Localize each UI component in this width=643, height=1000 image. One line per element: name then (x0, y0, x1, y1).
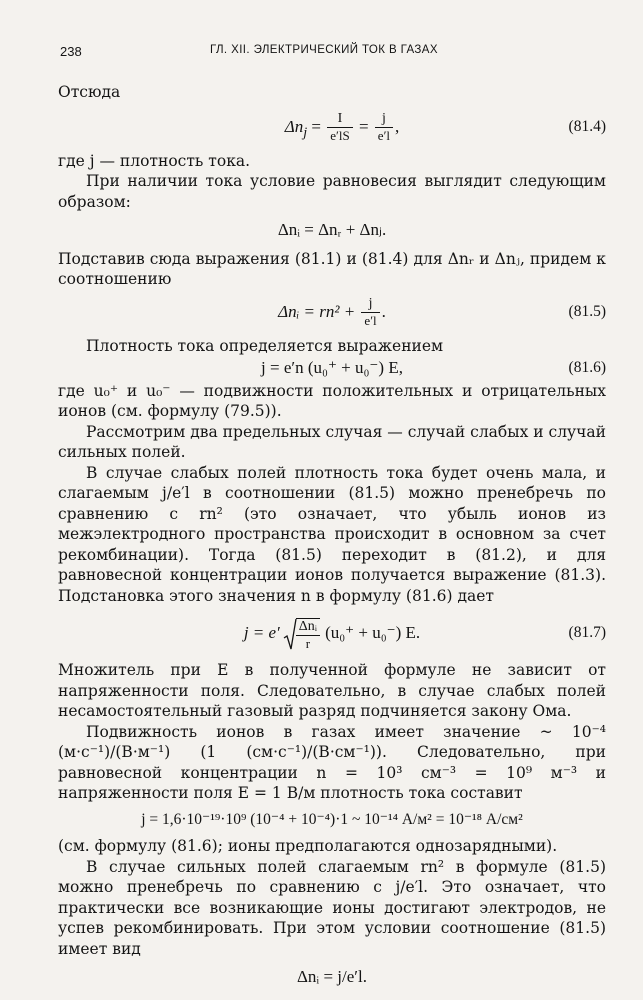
eq-lhs: j = e′ (243, 623, 280, 642)
numerator: j (361, 296, 379, 313)
eq-lhs: Δnᵢ = rn² + (278, 301, 360, 321)
equation-81-4 (58, 107, 606, 147)
equation-number: (81.4) (568, 117, 606, 135)
denominator: e′lS (330, 128, 350, 144)
running-title: ГЛ. XII. ЭЛЕКТРИЧЕСКИЙ ТОК В ГАЗАХ (210, 44, 438, 56)
paragraph: Рассмотрим два предельных случая — случай слабых и случай сильных полей. (58, 422, 606, 461)
fraction (327, 111, 352, 144)
radical-sign (283, 618, 297, 652)
eq-tail: , (395, 116, 400, 136)
paragraph: где j — плотность тока. (58, 151, 251, 170)
page-header (60, 44, 583, 64)
paragraph: Множитель при E в полученной формуле не зависит от напряженности поля. Следовательно, в случае слабых полей несамостоятельный газовый разряд подчиняется закону Ома. (58, 661, 606, 720)
paragraph: где u₀⁺ и u₀⁻ — подвижности положительных и отрицательных ионов (см. формулу (79.5)). (58, 381, 606, 420)
numerator: I (327, 111, 352, 128)
square-root (283, 609, 322, 659)
paragraph: (см. формулу (81.6); ионы предполагаются однозарядными). (58, 837, 558, 855)
equation-number: (81.7) (568, 624, 606, 641)
equation-strong-field: Δnᵢ = j/e′l. (297, 967, 367, 986)
paragraph: При наличии тока условие равновесия выглядит следующим образом: (58, 172, 606, 211)
eq-rhs: (u₀⁺ + u₀⁻) E. (325, 623, 421, 642)
eq-lhs: Δn (284, 116, 304, 136)
equation-81-5 (58, 292, 606, 332)
denominator: e′l (364, 313, 377, 329)
equation-81-7 (58, 608, 606, 658)
eq-tail: . (381, 301, 386, 321)
numerator: Δnᵢ (296, 619, 320, 636)
equation-81-6 (58, 358, 606, 379)
page-body (58, 82, 606, 988)
equation-number: (81.5) (568, 302, 606, 320)
paragraph: Подвижность ионов в газах имеет значение ~ 10⁻⁴ (м·с⁻¹)/(В·м⁻¹) (1 (см·с⁻¹)/(В·см⁻¹)). Следовательно, при равновесной концентрации n = 10³ см⁻³ = 10⁹ м⁻³ и напряженности поля E = 1 В/м плотность тока составит (58, 722, 606, 802)
eq-sub: j (303, 123, 308, 140)
paragraph: Подставив сюда выражения (81.1) и (81.4) для Δnᵣ и Δnⱼ, придем к соотношению (58, 249, 606, 288)
denominator: e′l (377, 128, 391, 144)
equation-current-density: j = 1,6·10⁻¹⁹·10⁹ (10⁻⁴ + 10⁻⁴)·1 ~ 10⁻¹⁴ А/м² = 10⁻¹⁸ А/см² (141, 810, 523, 828)
fraction (296, 618, 320, 652)
fraction (361, 296, 379, 329)
equation-text: j = e′n (u₀⁺ + u₀⁻) E, (261, 358, 403, 377)
paragraph: Отсюда (58, 83, 121, 101)
page-number: 238 (60, 44, 82, 59)
paragraph: В случае сильных полей слагаемым rn² в формуле (81.5) можно пренебречь по сравнению с j/e′l. Это означает, что практически все возникающие ионы достигают электродов, не успев рекомбинировать. При этом условии соотношение (81.5) имеет вид (58, 857, 606, 958)
eq-sign: = (307, 116, 326, 136)
equation-number: (81.6) (568, 359, 606, 376)
paragraph: Плотность тока определяется выражением (86, 336, 444, 355)
equation-balance: Δnᵢ = Δnᵣ + Δnⱼ. (277, 220, 387, 239)
denominator: r (305, 636, 311, 652)
numerator: j (375, 111, 393, 128)
eq-sign: = (354, 116, 373, 136)
fraction (375, 111, 393, 144)
paragraph: В случае слабых полей плотность тока будет очень мала, и слагаемым j/e′l в соотношении (81.5) можно пренебречь по сравнению с rn² (это означает, что убыль ионов из межэлектродного пространства происходит в основном за счет рекомбинации). Тогда (81.5) переходит в (81.2), и для равновесной концентрации ионов получается выражение (81.3). Подстановка этого значения n в формулу (81.6) дает (58, 463, 606, 605)
